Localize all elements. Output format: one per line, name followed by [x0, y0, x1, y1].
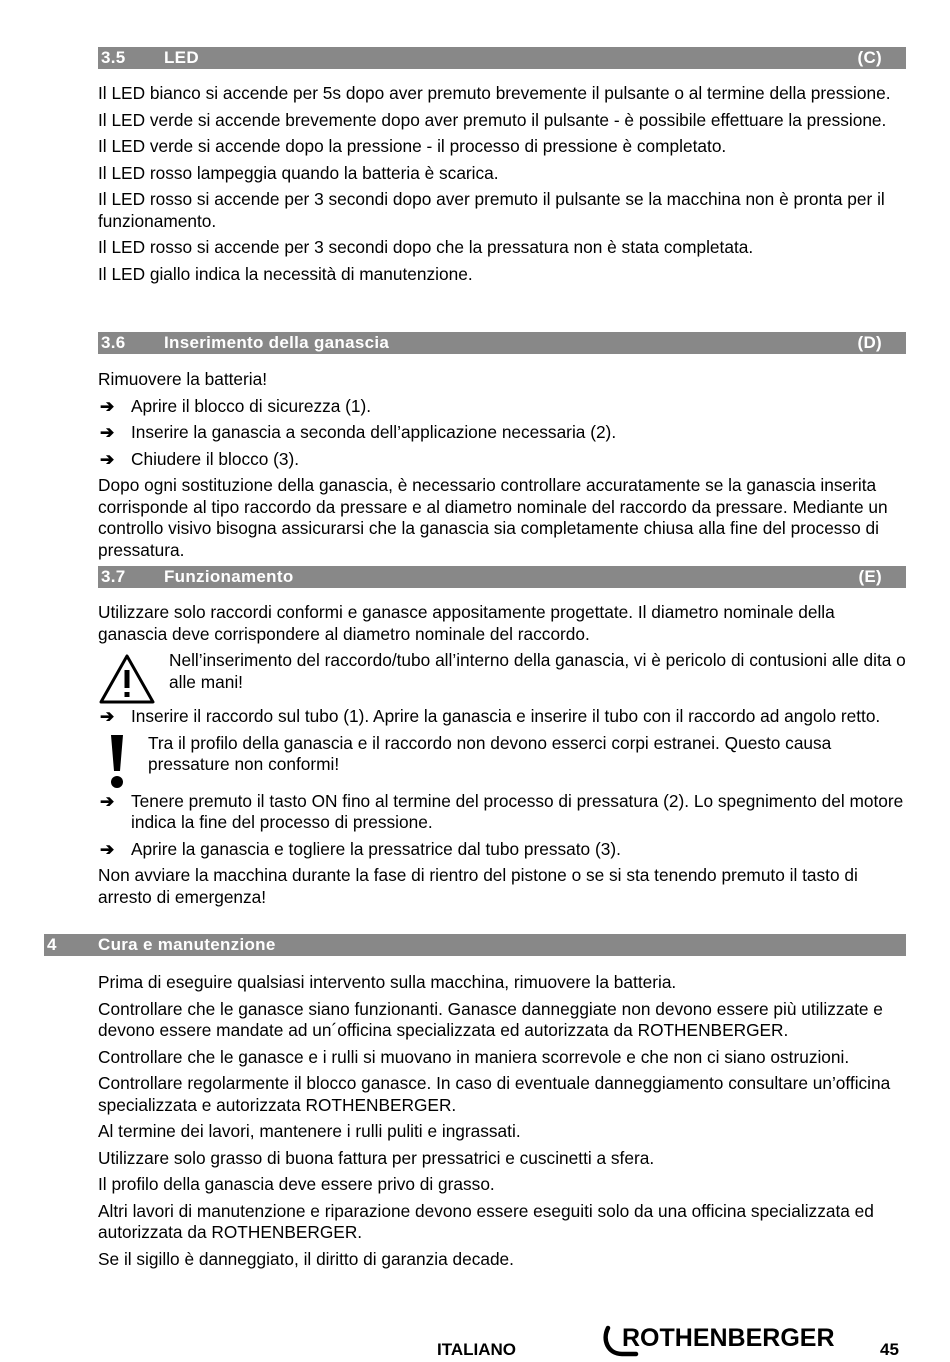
- arrow-right-icon: ➔: [100, 839, 115, 859]
- section-number: 3.7: [101, 567, 126, 586]
- paragraph: Il LED verde si accende brevemente dopo aver premuto il pulsante - è possibile effettuare la pressione.: [98, 109, 887, 130]
- page-number: 45: [880, 1340, 899, 1359]
- section-body-3-6: [98, 369, 906, 566]
- paragraph: Utilizzare solo raccordi conformi e ganasce appositamente progettate. Il diametro nominale della ganascia deve corrispondere al diametro nominale del raccordo.: [98, 602, 835, 644]
- paragraph: Il LED giallo indica la necessità di manutenzione.: [98, 263, 473, 284]
- section-body-3-7: [98, 602, 906, 913]
- arrow-right-icon: ➔: [100, 449, 115, 469]
- section-title: LED: [164, 48, 199, 67]
- section-title: Inserimento della ganascia: [164, 333, 390, 352]
- brand-name: ROTHENBERGER: [622, 1324, 835, 1352]
- step-item: [98, 449, 906, 471]
- arrow-right-icon: ➔: [100, 707, 115, 726]
- step-text: Chiudere il blocco (3).: [131, 448, 300, 469]
- paragraph: Utilizzare solo grasso di buona fattura per pressatrici e cuscinetti a sfera.: [98, 1147, 655, 1168]
- arrow-right-icon: ➔: [100, 423, 115, 442]
- section-header-3-7: [98, 566, 906, 588]
- step-item: [98, 706, 906, 728]
- arrow-right-icon: ➔: [100, 791, 115, 811]
- section-body-3-5: [98, 83, 906, 290]
- paragraph: Il LED rosso lampeggia quando la batteria è scarica.: [98, 162, 499, 183]
- section-header-3-6: [98, 332, 906, 354]
- paragraph: Non avviare la macchina durante la fase di rientro del pistone o se si sta tenendo premuto il tasto di arresto di emergenza!: [98, 865, 858, 907]
- notice-text: Tra il profilo della ganascia e il raccordo non devono esserci corpi estranei. Questo causa pressature non conformi!: [148, 732, 832, 774]
- warning-block: [98, 650, 906, 700]
- step-item: [98, 791, 906, 834]
- arrow-right-icon: ➔: [100, 396, 115, 416]
- section-body-4: [98, 972, 906, 1275]
- paragraph: Prima di eseguire qualsiasi intervento sulla macchina, rimuovere la batteria.: [98, 972, 677, 992]
- warning-text: Nell’inserimento del raccordo/tubo all’interno della ganascia, vi è pericolo di contusioni alle dita o alle mani!: [169, 650, 906, 692]
- exclamation-icon: [110, 735, 124, 789]
- paragraph: Il LED rosso si accende per 3 secondi dopo aver premuto il pulsante se la macchina non è pronta per il funzionamento.: [98, 189, 885, 231]
- step-item: [98, 396, 906, 418]
- step-text: Aprire la ganascia e togliere la pressatrice dal tubo pressato (3).: [131, 838, 621, 859]
- step-text: Inserire il raccordo sul tubo (1). Aprire la ganascia e inserire il tubo con il raccordo ad angolo retto.: [131, 706, 881, 726]
- section-title: Cura e manutenzione: [98, 935, 276, 954]
- section-header-4: [44, 934, 906, 956]
- paragraph: Se il sigillo è danneggiato, il diritto di garanzia decade.: [98, 1248, 514, 1269]
- section-number: 3.5: [101, 48, 126, 67]
- section-title: Funzionamento: [164, 567, 294, 586]
- paragraph: Il LED rosso si accende per 3 secondi dopo che la pressatura non è stata completata.: [98, 237, 754, 257]
- figure-ref: (D): [857, 333, 882, 352]
- section-header-3-5: [98, 47, 906, 69]
- warning-triangle-icon: [98, 653, 156, 705]
- figure-ref: (C): [857, 48, 882, 67]
- step-item: [98, 422, 906, 444]
- paragraph: Rimuovere la batteria!: [98, 369, 268, 389]
- paragraph: Il LED bianco si accende per 5s dopo aver premuto brevemente il pulsante o al termine della pressione.: [98, 83, 891, 103]
- paragraph: Altri lavori di manutenzione e riparazione devono essere eseguiti solo da una officina specializzata ed autorizzata da ROTHENBERGER.: [98, 1200, 874, 1242]
- notice-block: [98, 733, 906, 785]
- section-number: 4: [47, 935, 57, 954]
- figure-ref: (E): [858, 567, 882, 586]
- footer-language: ITALIANO: [437, 1340, 517, 1359]
- paragraph: Controllare che le ganasce e i rulli si muovano in maniera scorrevole e che non ci siano ostruzioni.: [98, 1046, 850, 1067]
- paragraph: Controllare che le ganasce siano funzionanti. Ganasce danneggiate non devono essere più utilizzate e devono essere mandate ad un´officina specializzata ed autorizzata da ROTHENBERGER.: [98, 998, 883, 1040]
- step-text: Aprire il blocco di sicurezza (1).: [131, 395, 372, 416]
- paragraph: Dopo ogni sostituzione della ganascia, è necessario controllare accuratamente se la ganascia inserita corrisponde al tipo raccordo da pressare e al diametro nominale del raccordo da pressare. Mediante un controllo visivo bisogna assicurarsi che la ganascia sia completamente chiusa alla fine del processo di pressatura.: [98, 475, 888, 560]
- paragraph: Il profilo della ganascia deve essere privo di grasso.: [98, 1174, 495, 1194]
- section-number: 3.6: [101, 333, 126, 352]
- paragraph: Al termine dei lavori, mantenere i rulli puliti e ingrassati.: [98, 1121, 521, 1141]
- paragraph: Il LED verde si accende dopo la pressione - il processo di pressione è completato.: [98, 136, 727, 156]
- paragraph: Controllare regolarmente il blocco ganasce. In caso di eventuale danneggiamento consultare un’officina specializzata e autorizzata ROTHENBERGER.: [98, 1073, 891, 1115]
- step-text: Tenere premuto il tasto ON fino al termine del processo di pressatura (2). Lo spegnimento del motore indica la fine del processo di pressione.: [131, 790, 904, 832]
- step-item: [98, 839, 906, 861]
- rothenberger-logo: [600, 1322, 852, 1358]
- step-text: Inserire la ganascia a seconda dell’applicazione necessaria (2).: [131, 422, 617, 442]
